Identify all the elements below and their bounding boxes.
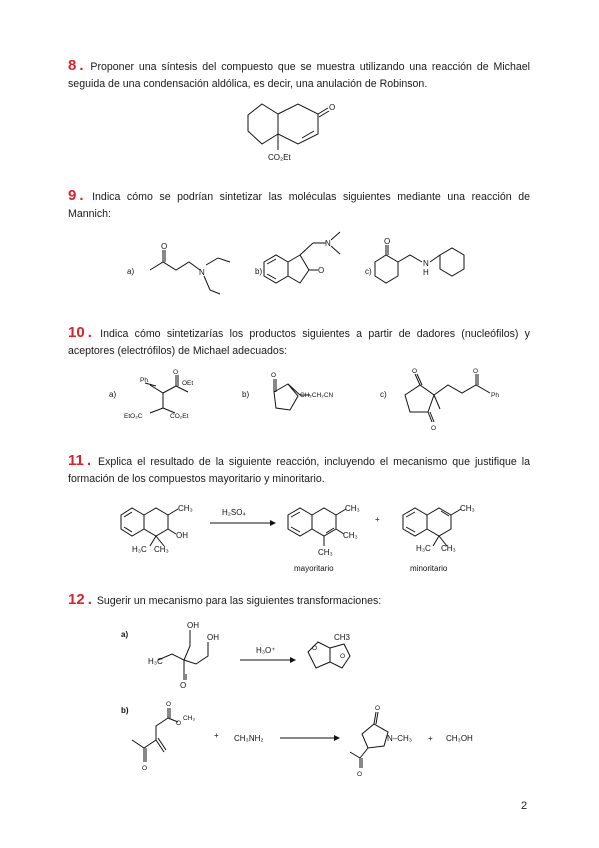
item-label: a): [127, 267, 135, 276]
atom-label: H₃C: [416, 544, 431, 553]
atom-label: H: [423, 268, 429, 277]
atom-label: CH3: [334, 633, 351, 642]
atom-label: Ph: [140, 377, 148, 384]
arrow-head: [290, 657, 296, 663]
problem-12: 12 . Sugerir un mecanismo para las siguientes transformaciones:: [68, 591, 382, 608]
atom-label: H₃C: [132, 545, 147, 554]
structure-p12b-product: [350, 712, 388, 768]
atom-label: N: [325, 239, 331, 248]
reagent-label: H₃O⁺: [256, 646, 276, 655]
atom-label: O: [329, 103, 336, 112]
atom-label: CO₂Et: [268, 153, 291, 162]
atom-label: CH₃: [183, 715, 196, 722]
atom-label: CO₂Et: [170, 413, 189, 420]
product-label: CH₃OH: [446, 734, 473, 743]
structure-p11-major: [288, 508, 346, 546]
problem-number: 8: [68, 57, 77, 74]
atom-label: O: [271, 372, 277, 379]
problem-number: 11: [68, 452, 84, 469]
atom-label: N: [423, 259, 429, 268]
item-label: b): [255, 267, 263, 276]
atom-label: O: [375, 705, 381, 712]
atom-label: O: [173, 369, 179, 376]
structure-p9a: [150, 250, 230, 294]
atom-label: O: [412, 368, 418, 375]
atom-label: O: [161, 242, 168, 251]
atom-label: H₃C: [148, 657, 163, 666]
atom-label: O: [142, 765, 148, 772]
atom-label: O: [176, 720, 182, 727]
problem-number: 12: [68, 591, 85, 608]
atom-label: OEt: [182, 380, 194, 387]
structure-p11-reactant: [121, 508, 178, 546]
problem-text: Indica cómo sintetizarías los productos siguientes a partir de dadores (nucleófilos) y aceptores (electrófilos) de Michael adecuados:: [68, 328, 530, 357]
atom-label: OH: [207, 633, 219, 642]
atom-label: CH₃: [345, 504, 360, 513]
atom-label: Ph: [491, 392, 499, 399]
item-label: b): [121, 706, 129, 715]
atom-label: OH: [176, 531, 188, 540]
item-label: a): [109, 390, 117, 399]
atom-label: N: [199, 268, 205, 277]
plus-sign: +: [214, 731, 219, 740]
structure-p9c: [375, 245, 464, 283]
problem-text: Indica cómo se podrían sintetizar las moléculas siguientes mediante una reacción de Mannich:: [68, 191, 531, 220]
atom-label: CH₃: [178, 504, 193, 513]
page-number: 2: [521, 800, 528, 812]
problem-11: 11 . Explica el resultado de la siguiente reacción, incluyendo el mecanismo que justifique la formación de los compuestos mayoritario y minoritario.: [68, 452, 530, 485]
structure-p11-minor: [403, 508, 461, 546]
reagent-label: H₂SO₄: [222, 508, 246, 517]
atom-label: O: [340, 653, 346, 660]
plus-sign: +: [375, 515, 380, 524]
item-label: b): [242, 390, 250, 399]
structure-p12a-reactant: [158, 630, 208, 680]
structure-p8: [248, 104, 329, 150]
atom-label: EtO₂C: [124, 413, 143, 420]
atom-label: OH: [187, 621, 199, 630]
problem-number: 10: [68, 324, 85, 341]
problem-text: Explica el resultado de la siguiente reacción, incluyendo el mecanismo que justifique la formación de los compuestos mayoritario y minoritario.: [68, 456, 530, 485]
arrow-head: [270, 520, 276, 526]
plus-sign: +: [428, 734, 433, 743]
structure-p12b-reactant: [132, 708, 178, 762]
atom-label: CH₃: [318, 548, 333, 557]
problem-text: Sugerir un mecanismo para las siguientes transformaciones:: [96, 595, 382, 607]
atom-label: CH₂CH₂CN: [300, 392, 334, 399]
arrow-head: [334, 735, 340, 741]
atom-label: CH₃: [441, 544, 456, 553]
atom-label: O: [384, 237, 391, 246]
problem-9: 9 . Indica cómo se podrían sintetizar las moléculas siguientes mediante una reacción de Mannich:: [68, 187, 531, 220]
atom-label: CH₃: [343, 531, 358, 540]
minor-product-label: minoritario: [410, 564, 448, 573]
structure-p10c: [405, 374, 490, 422]
atom-label: CH₃: [154, 545, 169, 554]
major-product-label: mayoritario: [294, 564, 334, 573]
problem-8: 8 . Proponer una síntesis del compuesto que se muestra utilizando una reacción de Michael seguida de una condensación aldólica, es decir, una anulación de Robinson.: [68, 57, 530, 90]
atom-label: O: [357, 771, 363, 778]
problem-number: 9: [68, 187, 77, 204]
item-label: a): [121, 630, 129, 639]
reagent-label: CH₃NH₂: [234, 734, 264, 743]
item-label: c): [380, 390, 387, 399]
atom-label: N–CH₃: [387, 734, 413, 743]
item-label: c): [365, 267, 372, 276]
problem-10: 10 . Indica cómo sintetizarías los productos siguientes a partir de dadores (nucleófilos) y aceptores (electrófilos) de Michael adecuados:: [68, 324, 530, 357]
atom-label: O: [473, 368, 479, 375]
atom-label: O: [312, 645, 318, 652]
atom-label: O: [180, 681, 187, 690]
atom-label: O: [431, 425, 437, 432]
atom-label: O: [318, 266, 325, 275]
problem-text: Proponer una síntesis del compuesto que se muestra utilizando una reacción de Michael seguida de una condensación aldólica, es decir, una anulación de Robinson.: [68, 61, 530, 90]
atom-label: CH₃: [460, 504, 475, 513]
atom-label: O: [166, 701, 172, 708]
